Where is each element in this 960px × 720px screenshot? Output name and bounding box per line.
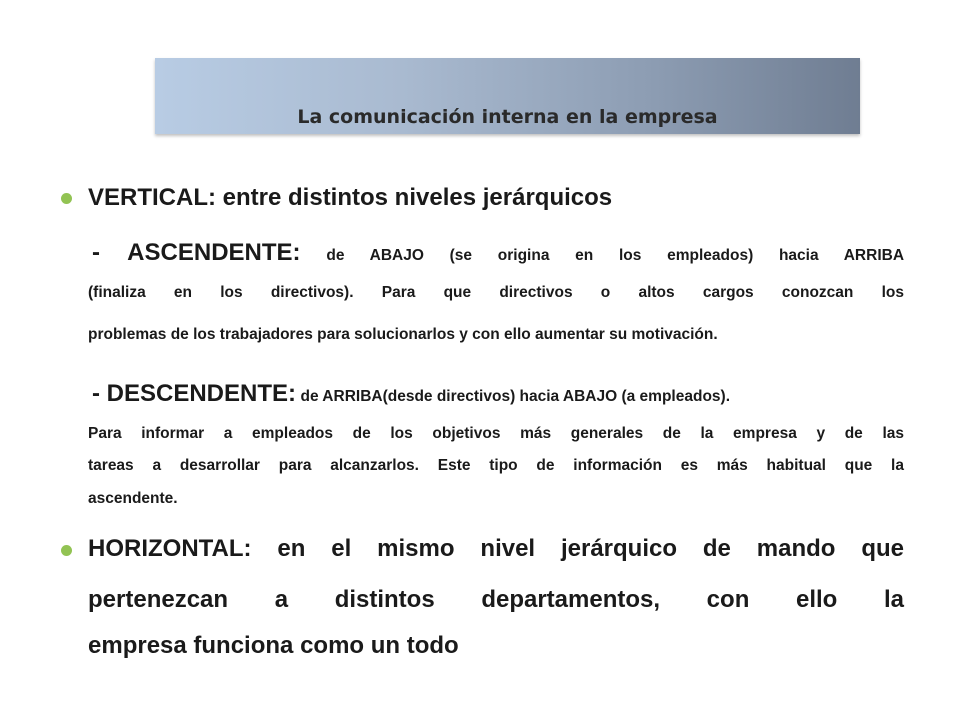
horizontal-line-2: pertenezcan a distintos departamentos, con ello la — [88, 586, 904, 613]
descendente-line-4: ascendente. — [88, 490, 178, 507]
horizontal-heading: HORIZONTAL — [88, 535, 244, 562]
bullet-vertical — [88, 184, 612, 212]
bullet-icon — [61, 193, 72, 204]
descendente-heading: - DESCENDENTE — [92, 380, 289, 407]
bullet-icon — [61, 545, 72, 556]
horizontal-text: : en el mismo nivel jerárquico de mando que — [243, 535, 904, 562]
descendente-colon: : — [288, 380, 297, 407]
descendente-line-2: Para informar a empleados de los objetivos más generales de la empresa y de las — [88, 425, 904, 442]
vertical-heading: VERTICAL — [88, 184, 208, 211]
horizontal-line-1 — [88, 535, 904, 563]
descendente-line-1 — [88, 380, 904, 408]
ascendente-line-2: (finaliza en los directivos). Para que directivos o altos cargos conozcan los — [88, 284, 904, 301]
slide-title: La comunicación interna en la empresa — [297, 106, 718, 128]
ascendente-line-3: problemas de los trabajadores para solucionarlos y con ello aumentar su motivación. — [88, 326, 718, 343]
horizontal-line-3: empresa funciona como un todo — [88, 632, 459, 659]
ascendente-line-1 — [88, 239, 904, 267]
descendente-line-3: tareas a desarrollar para alcanzarlos. Este tipo de información es más habitual que la — [88, 457, 904, 474]
vertical-text: : entre distintos niveles jerárquicos — [208, 184, 613, 211]
title-banner — [155, 58, 860, 134]
descendente-text: de ARRIBA(desde directivos) hacia ABAJO (a empleados). — [300, 388, 730, 405]
ascendente-text: de ABAJO (se origina en los empleados) hacia ARRIBA — [326, 247, 905, 264]
ascendente-colon: : — [292, 239, 301, 266]
ascendente-heading: - ASCENDENTE — [92, 239, 293, 266]
